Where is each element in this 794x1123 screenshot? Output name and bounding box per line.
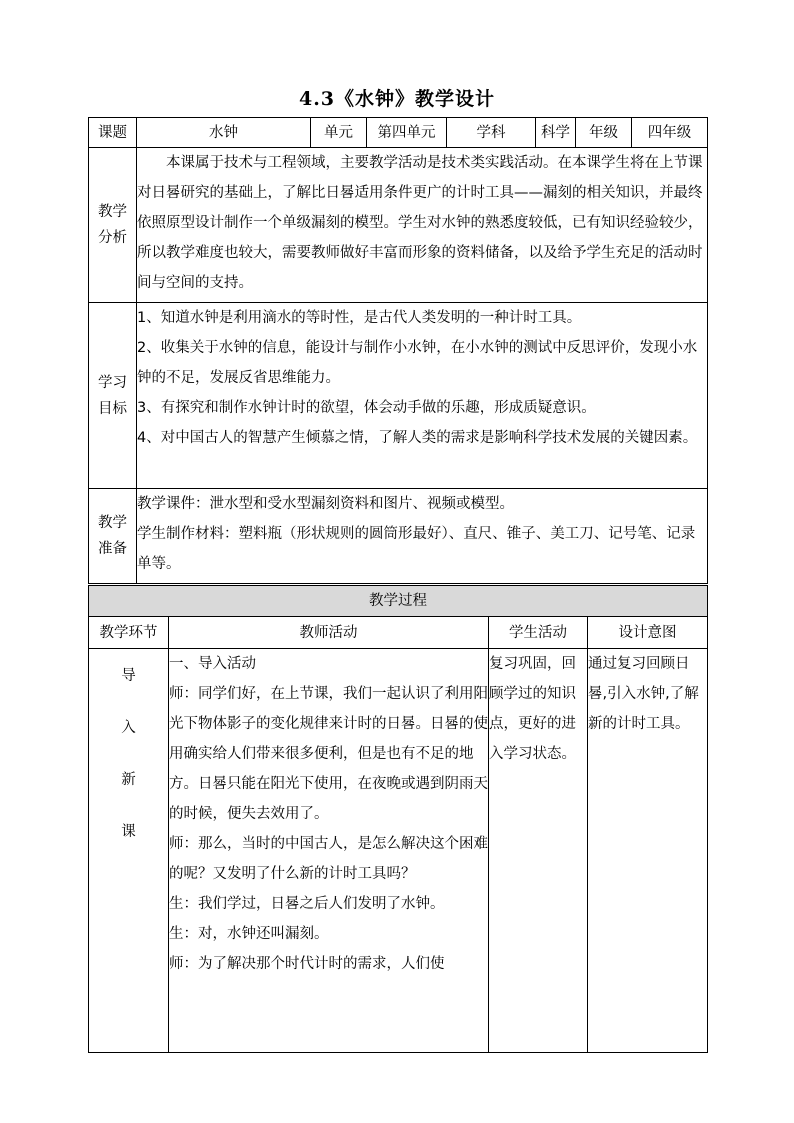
goal-item: 2、收集关于水钟的信息，能设计与制作小水钟，在小水钟的测试中反思评价，发现小水钟的不足，发展反省思维能力。 (137, 340, 698, 386)
stage-intro: 导 入 新 课 (89, 649, 169, 1053)
prep-list (137, 489, 708, 584)
design-intent: 通过复习回顾日晷,引入水钟,了解新的计时工具。 (588, 649, 708, 1053)
topic-label: 课题 (89, 118, 137, 148)
analysis-label: 教学 分析 (89, 148, 137, 303)
prep-label: 教学 准备 (89, 489, 137, 584)
student-activity: 复习巩固，回顾学过的知识点，更好的进入学习状态。 (489, 649, 588, 1053)
teacher-activity: 一、导入活动 师：同学们好，在上节课，我们一起认识了利用阳光下物体影子的变化规律来计时的日晷。日晷的使用确实给人们带来很多便利，但是也有不足的地方。日晷只能在阳光下使用，在夜晚或遇到阴雨天的时候，便失去效用了。 师：那么，当时的中国古人，是怎么解决这个困难的呢？又发明了什么新的计时工具吗？ 生：我们学过，日晷之后人们发明了水钟。 生：对，水钟还叫漏刻。 师：为了解决那个时代计时的需求，人们使 (169, 649, 489, 1053)
grade-label: 年级 (576, 118, 632, 148)
col-intent-header: 设计意图 (588, 617, 708, 649)
col-stage-header: 教学环节 (89, 617, 169, 649)
subject-value: 科学 (536, 118, 576, 148)
prep-item: 学生制作材料：塑料瓶（形状规则的圆筒形最好）、直尺、锥子、美工刀、记号笔、记录单等。 (137, 526, 696, 572)
prep-item: 教学课件：泄水型和受水型漏刻资料和图片、视频或模型。 (137, 496, 514, 512)
lesson-info-table (88, 117, 708, 584)
grade-value: 四年级 (632, 118, 708, 148)
process-header: 教学过程 (89, 586, 708, 617)
goals-list (137, 303, 708, 489)
subject-label: 学科 (447, 118, 536, 148)
goal-item: 4、对中国古人的智慧产生倾慕之情，了解人类的需求是影响科学技术发展的关键因素。 (137, 430, 698, 446)
goal-item: 1、知道水钟是利用滴水的等时性，是古代人类发明的一种计时工具。 (137, 310, 582, 326)
col-student-header: 学生活动 (489, 617, 588, 649)
col-teacher-header: 教师活动 (169, 617, 489, 649)
analysis-text: 本课属于技术与工程领域，主要教学活动是技术类实践活动。在本课学生将在上节课对日晷研究的基础上，了解比日晷适用条件更广的计时工具——漏刻的相关知识，并最终依照原型设计制作一个单级漏刻的模型。学生对水钟的熟悉度较低，已有知识经验较少，所以教学难度也较大，需要教师做好丰富而形象的资料储备，以及给予学生充足的活动时间与空间的支持。 (137, 148, 708, 303)
teaching-process-table (88, 585, 708, 1053)
unit-label: 单元 (311, 118, 367, 148)
goals-label: 学习 目标 (89, 303, 137, 489)
unit-value: 第四单元 (367, 118, 447, 148)
document-title: 4.3《水钟》教学设计 (298, 88, 496, 110)
topic-value: 水钟 (137, 118, 311, 148)
goal-item: 3、有探究和制作水钟计时的欲望，体会动手做的乐趣，形成质疑意识。 (137, 400, 596, 416)
